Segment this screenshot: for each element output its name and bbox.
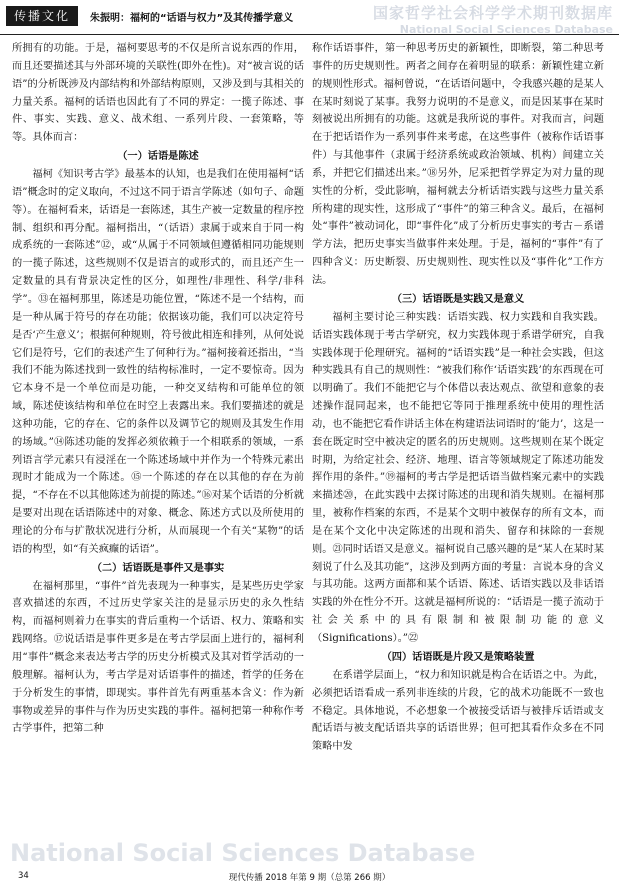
paragraph: 福柯主要讨论三种实践：话语实践、权力实践和自我实践。话语实践体现于考古学研究，权力实践体现于系谱学研究，自我实践体现于伦理研究。福柯的“话语实践”是一种社会实践，但这种实践具有自己的规则性：“被我们称作‘话语实践’的东西现在可以明确了。我们不能把它与个体借以表达观点、欲望和意象的表述操作混同起来，也不能把它等同于推理系统中使用的理性活动，也不能把它看作讲话主体在构建语法词语时的‘能力’，这是一套在既定时空中被决定的匿名的历史规则。这些规则在某个既定时期，为给定社会、经济、地理、语言等领域规定了陈述功能发挥作用的条件。”⑲福柯的考古学是把话语当做档案元素中的实践来描述⑳，在此实践中去探讨陈述的出现和消失规则。在福柯那里，被称作档案的东西，不是某个文明中被保存的所有文本，而是在某个文化中决定陈述的出现和消失、留存和抹除的一套规则。㉑同时话语又是意义。福柯说自己感兴趣的是“某人在某时某刻说了什么及其功能”，这涉及到两方面的考量：言说本身的含义与其功能。这两方面都和某个话语、陈述、话语实践以及非话语实践的外在性分不开。这就是福柯所说的：“话语是一揽子流动于社会关系中的具有限制和被限制功能的意义（Significations）。”㉒ bbox=[312, 311, 604, 644]
paragraph: 所拥有的功能。于是，福柯要思考的不仅是所言说东西的作用，而且还要描述其与外部环境的关联性(即外在性)。对“被言说的话语”的分析既涉及内部结构和外部结构原则，又涉及到与其相关的力量关系。福柯的话语也因此有了不同的界定：一揽子陈述、事件、事实、实践、意义、战术组、一系列片段、一套策略，等等。具体而言： bbox=[12, 43, 304, 144]
paragraph: 在福柯那里，“事件”首先表现为一种事实，是某些历史学家喜欢描述的东西，不过历史学家关注的是显示历史的永久性结构，而福柯则着力在事实的背后重构一个话语、权力、策略和实践网络。⑰说话语是事件更多是在考古学层面上进行的，福柯利用“事件”概念来表达考古学的历史分析模式及其对哲学活动的一般理解。福柯认为，考古学是对话语事件的描述，哲学的任务在于分析发生的事情，即现实。事件首先有两重基本含义：作为新事物或差异的事件与作为历史实践的事件。福柯把第一种称作考古学事件，把第二种 bbox=[12, 580, 304, 735]
page-header bbox=[0, 0, 619, 35]
page-footer bbox=[0, 867, 619, 889]
watermark-cn: 国家哲学社会科学学术期刊数据库 bbox=[372, 4, 613, 22]
watermark-en: National Social Sciences Database bbox=[399, 23, 613, 36]
page-number: 34 bbox=[18, 871, 29, 881]
right-column bbox=[312, 40, 604, 858]
paragraph: 称作话语事件，第一种思考历史的新颖性，即断裂，第二种思考事件的历史规则性。两者之间存在着明显的联系：新颖性建立新的规则性形式。福柯曾说，“在话语问题中，令我感兴趣的是某人在某时刻说了某事。我努力说明的不是意义，而是因某事在某时刻被说出所拥有的功能。这就是我所说的事件。对我而言，问题在于把话语作为一系列事件来考虑，在这些事件（被称作话语事件）与其他事件（隶属于经济系统或政治领域、机构）间建立关系，并把它们描述出来。”⑱另外，尼采把哲学界定为对力量的现实性的分析，受此影响，福柯就去分析话语实践与这些力量关系所构建的现实性，这形成了“事件”的第三种含义。最后，在福柯处“事件”被动词化，即“事件化”成了分析历史事实的考古－系谱学方法，把历史事实当做事件来处理。于是，福柯的“事件”有了四种含义：历史断裂、历史规则性、现实性以及“事件化”工作方法。 bbox=[312, 43, 604, 286]
section-heading: （二）话语既是事件又是事实 bbox=[91, 562, 225, 574]
section-heading: （三）话语既是实践又是意义 bbox=[391, 293, 525, 305]
footer-watermark: National Social Sciences Database bbox=[10, 839, 476, 867]
section-tag: 传播文化 bbox=[6, 6, 78, 26]
journal-info: 现代传播 2018 年第 9 期（总第 266 期） bbox=[228, 873, 391, 883]
paragraph: 福柯《知识考古学》最基本的认知，也是我们在使用福柯“话语”概念时的定义取向，不过这不同于语言学陈述（如句子、命题等）。在福柯看来，话语是一套陈述，其生产被一定数量的程序控制、组织和再分配。福柯指出，“（话语）隶属于或来自于同一构成系统的一套陈述”⑫，或“从属于不同领域但遵循相同功能规则的一揽子陈述，这些规则不仅是语言的或形式的，而且还产生一定数量的具有背景决定性的区分，如理性/非理性、科学/非科学”。⑬在福柯那里，陈述是功能位置，“陈述不是一个结构，而是一种从属于符号的存在功能；依据该功能，我们可以决定符号是否‘产生意义’；根据何种规则，符号彼此相连和排列，从何处说它们是符号，它们的表述产生了何种行为。”福柯接着还指出，“当我们不能为陈述找到一致性的结构标准时，一定不要惊奇。因为它本身不是一个单位而是功能，一种交叉结构和可能单位的领域，陈述使该结构和单位在时空上表露出来。我们要描述的就是这种功能，它的存在、它的条件以及调节它的规则及其发生作用的场域。”⑭陈述功能的发挥必须依赖于一个相联系的领域，一系列语言学元素只有浸淫在一个陈述场域中并作为一个特殊元素出现时才能成为一个陈述。⑮一个陈述的存在以其他的存在为前提，“不存在不以其他陈述为前提的陈述。”⑯对某个话语的分析就是要对出现在话语陈述中的对象、概念、陈述方式以及所使用的理论的分布与扩散状况进行分析，从而展现一个有关“某物”的话语的构型，如“有关疯癫的话语”。 bbox=[12, 169, 304, 555]
paragraph: 在系谱学层面上，“权力和知识就是构合在话语之中。为此，必须把话语看成一系列非连续的片段，它的战术功能既不一致也不稳定。具体地说，不必想象一个被接受话语与被排斥话语或支配话语与被支配话语共享的话语世界；但可把其看作众多在不同策略中发 bbox=[312, 669, 604, 753]
database-watermark bbox=[373, 2, 613, 36]
left-column bbox=[12, 40, 304, 858]
section-heading: （四）话语既是片段又是策略装置 bbox=[381, 651, 535, 663]
section-heading: （一）话语是陈述 bbox=[117, 151, 199, 163]
running-title: 朱振明：福柯的“话语与权力”及其传播学意义 bbox=[90, 13, 294, 24]
